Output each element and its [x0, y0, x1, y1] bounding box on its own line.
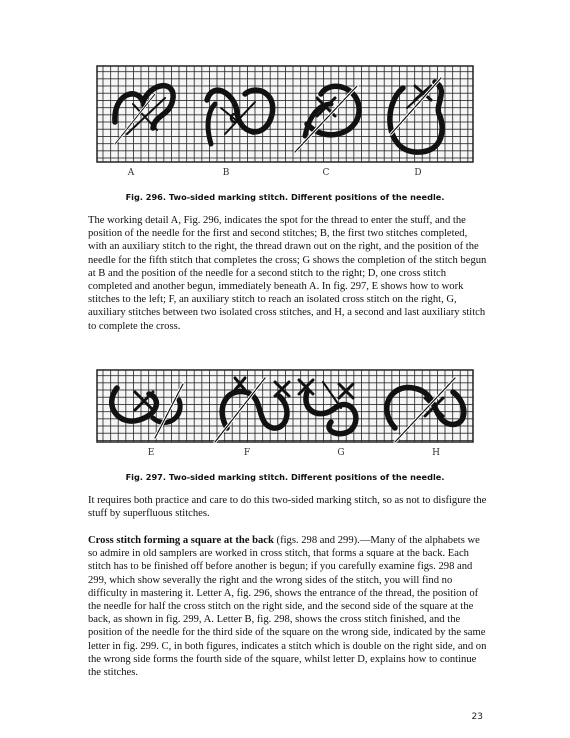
- figure-297: [95, 368, 475, 464]
- figure-letter: D: [414, 168, 422, 178]
- figure-letter: H: [432, 448, 440, 458]
- page-number: 23: [471, 712, 483, 722]
- figure-297-letters: [95, 368, 475, 464]
- figure-296: [95, 64, 475, 184]
- paragraph-working-detail: The working detail A, Fig. 296, indicates the spot for the thread to enter the stuff, and the position of the needle for the first and second stitches; B, the first two stitches completed, with an auxiliary stitch to the right, the thread drawn out on the right, and the position of the needle for the fifth stitch that completes the cross; G shows the completion of the stitch begun at B and the position of the needle for a second stitch to the right; D, one cross stitch completed and another begun, immediately beneath A. In fig. 297, E shows how to work stitches to the left; F, an auxiliary stitch to reach an isolated cross stitch on the right, G, auxiliary stitches between two isolated cross stitches, and H, a second and last auxiliary stitch to complete the cross.: [88, 215, 487, 332]
- figure-letter: G: [337, 448, 345, 458]
- paragraph-practice: It requires both practice and care to do this two-sided marking stitch, so as not to disfigure the stuff by superfluous stitches.: [88, 495, 487, 520]
- figure-297-caption: Fig. 297. Two-sided marking stitch. Different positions of the needle.: [125, 472, 445, 482]
- paragraph-cross-stitch: [88, 534, 488, 679]
- figure-letter: A: [127, 168, 135, 178]
- figure-letter: B: [222, 168, 230, 178]
- paragraph-cross-stitch-body: (figs. 298 and 299).—Many of the alphabets we so admire in old samplers are worked in cross stitch, that forms a square at the back. Each stitch has to be finished off before another is begun; if you carefully examine figs. 298 and 299, which show severally the right and the wrong sides of the stitch, you will find no difficulty in mastering it. Letter A, fig. 296, shows the entrance of the thread, the position of the needle for half the cross stitch on the right side, and the second side of the square at the back, as shown in fig. 299, A. Letter B, fig. 298, shows the cross stitch finished, and the position of the needle for the third side of the square on the wrong side, indicated by the same letter in fig. 299. C, in both figures, indicates a stitch which is double on the right side, and on the wrong side forms the fourth side of the square, whilst letter D, explains how to continue the stitches.: [88, 535, 487, 679]
- figure-letter: F: [243, 448, 251, 458]
- section-heading-cross-stitch: Cross stitch forming a square at the back: [88, 535, 274, 546]
- figure-letter: C: [322, 168, 330, 178]
- figure-296-caption: Fig. 296. Two-sided marking stitch. Different positions of the needle.: [125, 192, 445, 202]
- figure-296-letters: [95, 64, 475, 184]
- figure-letter: E: [147, 448, 155, 458]
